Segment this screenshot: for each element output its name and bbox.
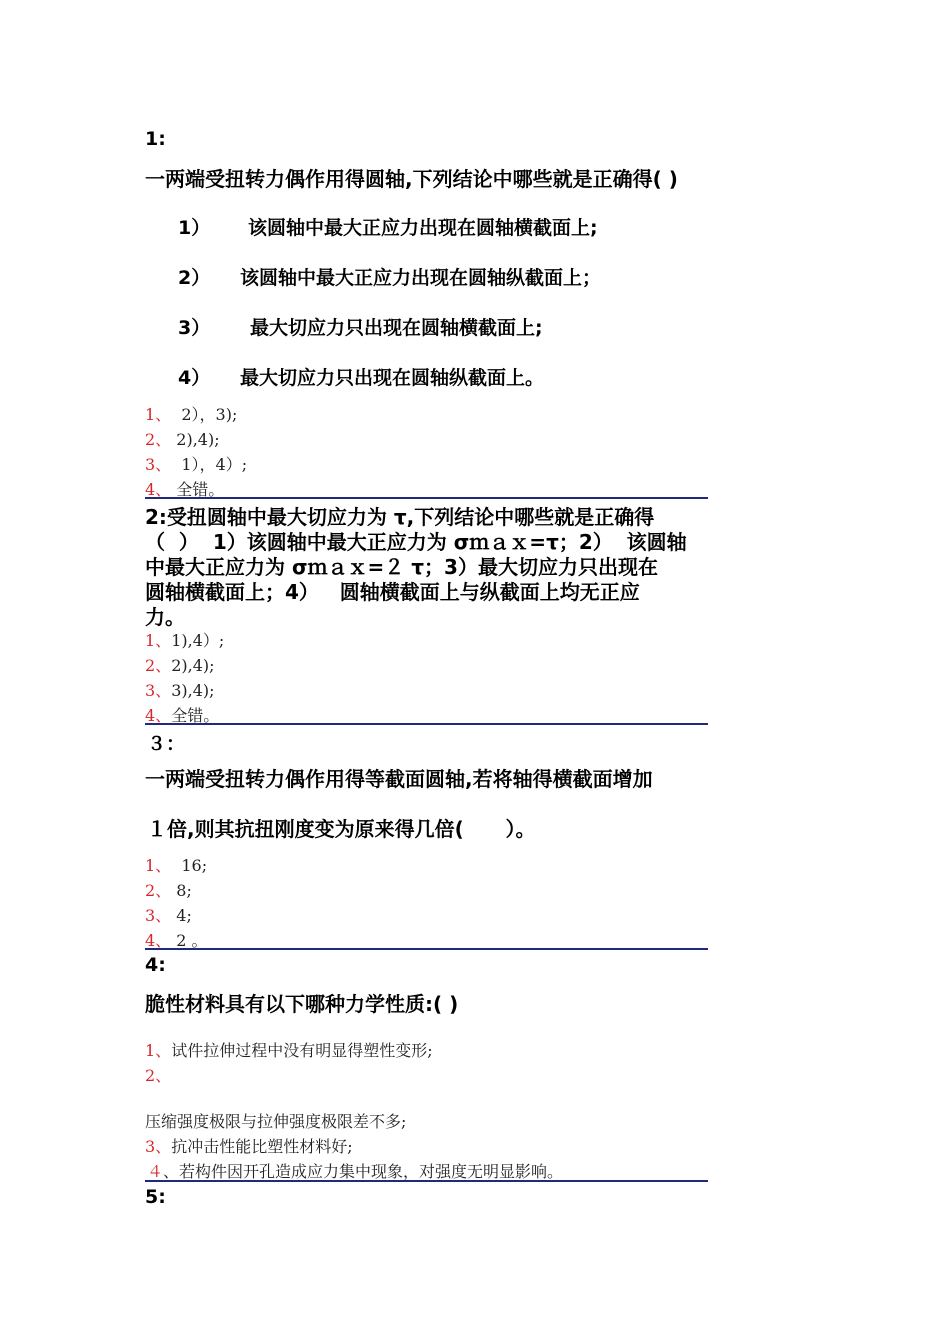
q4-answer-3[interactable]	[145, 1134, 353, 1157]
q4-answer-4[interactable]	[147, 1159, 563, 1182]
q1-statement-4-num: 4）	[178, 367, 211, 389]
q1-answer-1[interactable]	[145, 402, 237, 425]
question-divider	[145, 497, 708, 499]
answer-text: 抗冲击性能比塑性材料好;	[171, 1137, 353, 1156]
answer-index: 1、	[145, 631, 172, 650]
q4-answer-2-text[interactable]	[145, 1109, 406, 1132]
answer-index: 2、	[145, 881, 172, 900]
answer-index: 3、	[145, 455, 172, 474]
q1-statement-1-num: 1）	[178, 217, 211, 239]
question-1-stem: 一两端受扭转力偶作用得圆轴,下列结论中哪些就是正确得( )	[145, 167, 678, 191]
q3-answer-3[interactable]	[145, 903, 192, 926]
q3-answer-1[interactable]	[145, 853, 207, 876]
q4-answer-2[interactable]	[145, 1063, 171, 1086]
answer-text: 2),4);	[171, 656, 215, 675]
question-5-number: 5:	[145, 1186, 166, 1208]
answer-index: 1、	[145, 856, 172, 875]
answer-index: 1、	[145, 405, 172, 424]
answer-text: 全错。	[171, 706, 220, 725]
q2-answer-1[interactable]	[145, 628, 224, 651]
answer-index: 3、	[145, 906, 172, 925]
answer-text: 3),4);	[171, 681, 215, 700]
answer-text: 8;	[171, 881, 192, 900]
q1-answer-2[interactable]	[145, 427, 220, 450]
question-2-stem-line-1: 2:受扭圆轴中最大切应力为 τ,下列结论中哪些就是正确得	[145, 505, 655, 529]
question-3-stem-line-1: 一两端受扭转力偶作用得等截面圆轴,若将轴得横截面增加	[145, 767, 653, 791]
q1-statement-3-num: 3）	[178, 317, 211, 339]
answer-index: 4、	[145, 931, 172, 950]
answer-text: 2),4);	[171, 430, 220, 449]
q1-statement-3-text: 最大切应力只出现在圆轴横截面上;	[250, 317, 543, 339]
answer-text: 1），4）;	[171, 455, 248, 474]
answer-index: ４	[147, 1162, 164, 1181]
q2-answer-2[interactable]	[145, 653, 215, 676]
question-4-stem: 脆性材料具有以下哪种力学性质:( )	[145, 992, 459, 1016]
question-divider	[145, 723, 708, 725]
answer-text: 、若构件因开孔造成应力集中现象，对强度无明显影响。	[163, 1162, 564, 1181]
answer-text: 1),4）;	[171, 631, 225, 650]
question-2-stem-line-2: （ ） 1）该圆轴中最大正应力为 σｍａｘ=τ；2） 该圆轴	[145, 530, 687, 554]
answer-index: 4、	[145, 706, 172, 725]
q4-answer-1[interactable]	[145, 1038, 433, 1061]
answer-text: 4;	[171, 906, 192, 925]
answer-text: 16;	[171, 856, 208, 875]
answer-text: 全错。	[171, 480, 225, 499]
answer-index: 2、	[145, 1066, 172, 1085]
q3-answer-2[interactable]	[145, 878, 192, 901]
answer-text: 试件拉伸过程中没有明显得塑性变形;	[171, 1041, 433, 1060]
question-2-stem-line-5: 力。	[145, 605, 185, 629]
question-3-stem-line-2: １倍,则其抗扭刚度变为原来得几倍( ）。	[147, 817, 536, 841]
answer-text: 2），3);	[171, 405, 238, 424]
answer-index: 1、	[145, 1041, 172, 1060]
answer-index: 3、	[145, 1137, 172, 1156]
answer-index: 2、	[145, 430, 172, 449]
answer-index: 2、	[145, 656, 172, 675]
question-4-number: 4:	[145, 954, 166, 976]
question-divider	[145, 1180, 708, 1182]
answer-text: 2 。	[171, 931, 208, 950]
question-divider	[145, 948, 708, 950]
q1-statement-2-text: 该圆轴中最大正应力出现在圆轴纵截面上；	[240, 267, 602, 289]
q1-answer-3[interactable]	[145, 452, 247, 475]
answer-index: 4、	[145, 480, 172, 499]
q1-statement-2-num: 2）	[178, 267, 211, 289]
question-1-number: 1:	[145, 128, 166, 150]
q1-statement-4-text: 最大切应力只出现在圆轴纵截面上。	[240, 367, 545, 389]
answer-text: 压缩强度极限与拉伸强度极限差不多;	[145, 1112, 407, 1131]
question-2-stem-line-4: 圆轴横截面上；4） 圆轴横截面上与纵截面上均无正应	[145, 580, 640, 604]
answer-index: 3、	[145, 681, 172, 700]
question-2-stem-line-3: 中最大正应力为 σｍａｘ=２ τ；3）最大切应力只出现在	[145, 555, 658, 579]
q1-statement-1-text: 该圆轴中最大正应力出现在圆轴横截面上;	[248, 217, 598, 239]
question-3-number: ３：	[147, 733, 186, 755]
q2-answer-3[interactable]	[145, 678, 215, 701]
